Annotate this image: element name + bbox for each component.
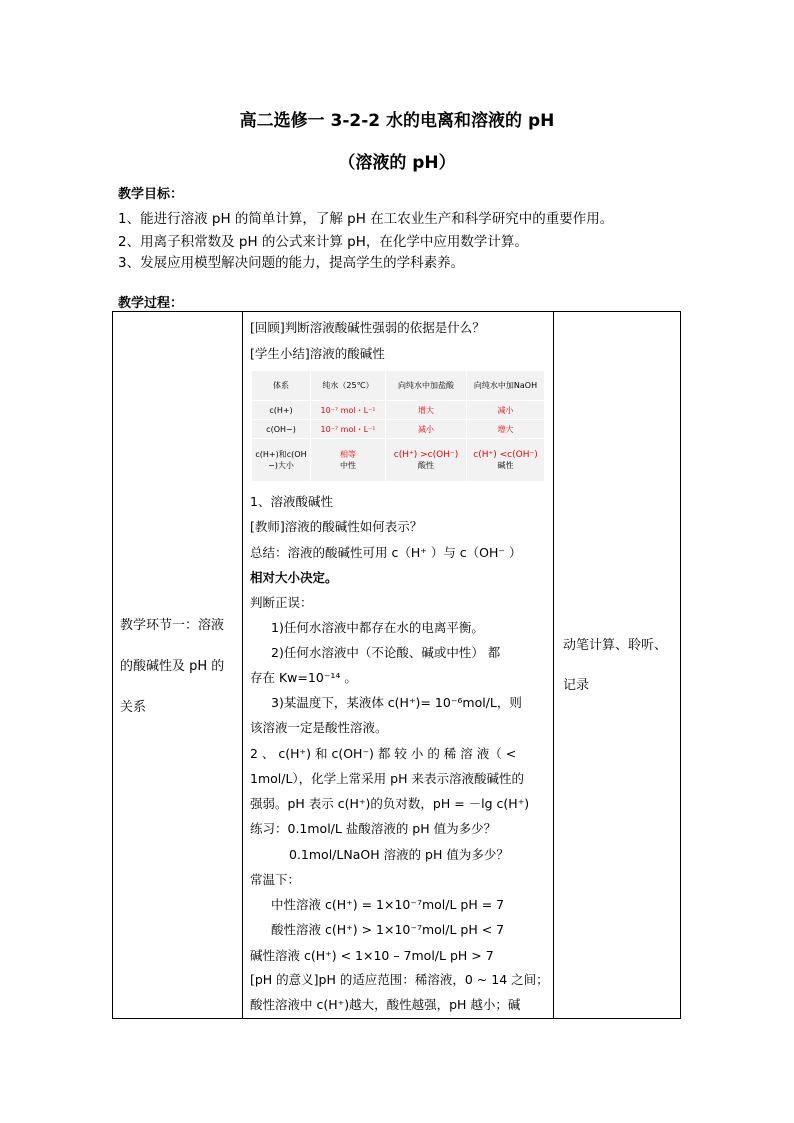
row-oh-acid: 减小: [386, 420, 467, 439]
compare-label-a: c(H+)和c(OH: [255, 450, 307, 459]
acid-relation: c(H⁺) >c(OH⁻): [393, 449, 459, 460]
summary-conclusion: 相对大小决定。: [250, 570, 338, 585]
row-h-label: c(H+): [252, 401, 311, 420]
process-table: [112, 311, 681, 1019]
section-2-line-1: 2 、 c(H⁺) 和 c(OH⁻) 都 较 小 的 稀 溶 液（ <: [250, 746, 517, 761]
exercise-1: 练习：0.1mol/L 盐酸溶液的 pH 值为多少？: [250, 821, 497, 836]
header-system: 体系: [252, 371, 311, 401]
header-pure-water: 纯水（25℃）: [311, 371, 386, 401]
acidic-solution: 酸性溶液 c(H⁺) > 1×10⁻⁷mol/L pH < 7: [271, 922, 505, 937]
statement-3-cont: 该溶液一定是酸性溶液。: [250, 720, 388, 735]
row-compare-label: [252, 439, 311, 482]
neutral-label: 中性: [340, 461, 356, 470]
review-question: [回顾]判断溶液酸碱性强弱的依据是什么？: [250, 320, 485, 335]
basic-solution: 碱性溶液 c(H⁺) < 1×10 – 7mol/L pH > 7: [250, 948, 494, 963]
true-false-heading: 判断正误：: [250, 595, 313, 610]
header-add-naoh: 向纯水中加NaOH: [467, 371, 545, 401]
compare-label-b: −)大小: [268, 461, 294, 470]
base-label: 碱性: [497, 460, 514, 470]
statement-3: 3)某温度下，某液体 c(H⁺)= 10⁻⁶mol/L，则: [271, 695, 522, 710]
activity-line-2: 记录: [563, 678, 590, 693]
student-summary: [学生小结]溶液的酸碱性: [250, 346, 385, 361]
exercise-2: 0.1mol/LNaOH 溶液的 pH 值为多少？: [289, 847, 509, 862]
process-heading: 教学过程：: [118, 296, 184, 311]
page-title: 高二选修一 3-2-2 水的电离和溶液的 pH: [239, 111, 555, 131]
row-oh-base: 增大: [467, 420, 545, 439]
neutral-relation: 相等: [340, 450, 356, 459]
stage-line-1: 教学环节一：溶液: [120, 618, 225, 633]
stage-line-3: 关系: [120, 700, 147, 715]
section-2-line-3: 强弱。pH 表示 c(H⁺)的负对数，pH = －lg c(H⁺): [250, 796, 530, 811]
base-relation: c(H⁺) <c(OH⁻): [473, 449, 538, 460]
row-h-base: 减小: [467, 401, 545, 420]
page-subtitle: （溶液的 pH）: [338, 153, 456, 173]
statement-1: 1)任何水溶液中都存在水的电离平衡。: [271, 620, 484, 635]
content-cell: [243, 312, 554, 1019]
objective-2: 2、用离子积常数及 pH 的公式来计算 pH，在化学中应用数学计算。: [118, 234, 528, 250]
statement-2-cont: 存在 Kw=10⁻¹⁴ 。: [250, 670, 357, 685]
objectives-heading: 教学目标：: [118, 187, 184, 202]
activity-line-1: 动笔计算、聆听、: [563, 638, 668, 653]
row-oh-label: c(OH−): [252, 420, 311, 439]
row-compare-neutral: [311, 439, 386, 482]
acidity-table: [251, 370, 545, 482]
header-add-hcl: 向纯水中加盐酸: [386, 371, 467, 401]
row-oh-pure: 10⁻⁷ mol・L⁻¹: [311, 420, 386, 439]
neutral-solution: 中性溶液 c(H⁺) = 1×10⁻⁷mol/L pH = 7: [271, 897, 505, 912]
acid-label: 酸性: [418, 460, 434, 470]
objective-1: 1、能进行溶液 pH 的简单计算，了解 pH 在工农业生产和科学研究中的重要作用。: [118, 211, 614, 227]
row-h-pure: 10⁻⁷ mol・L⁻¹: [311, 401, 386, 420]
activity-cell: [554, 312, 681, 1019]
section-1-heading: 1、溶液酸碱性: [250, 494, 333, 509]
summary-line: 总结：溶液的酸碱性可用 c（H⁺ ）与 c（OH⁻ ）: [250, 545, 522, 560]
stage-line-2: 的酸碱性及 pH 的: [120, 659, 225, 674]
objective-3: 3、发展应用模型解决问题的能力，提高学生的学科素养。: [118, 255, 465, 271]
teacher-question: [教师]溶液的酸碱性如何表示？: [250, 519, 423, 534]
row-compare-base: [467, 439, 545, 482]
ph-meaning: [pH 的意义]pH 的适应范围：稀溶液，0 ~ 14 之间；: [250, 972, 549, 987]
ph-meaning-cont: 酸性溶液中 c(H⁺)越大，酸性越强，pH 越小；碱: [250, 997, 521, 1012]
row-compare-acid: [386, 439, 467, 482]
stage-cell: [113, 312, 243, 1019]
room-temp-heading: 常温下：: [250, 872, 301, 887]
statement-2: 2)任何水溶液中（不论酸、碱或中性） 都: [271, 645, 501, 660]
section-2-line-2: 1mol/L），化学上常采用 pH 来表示溶液酸碱性的: [250, 771, 524, 786]
row-h-acid: 增大: [386, 401, 467, 420]
